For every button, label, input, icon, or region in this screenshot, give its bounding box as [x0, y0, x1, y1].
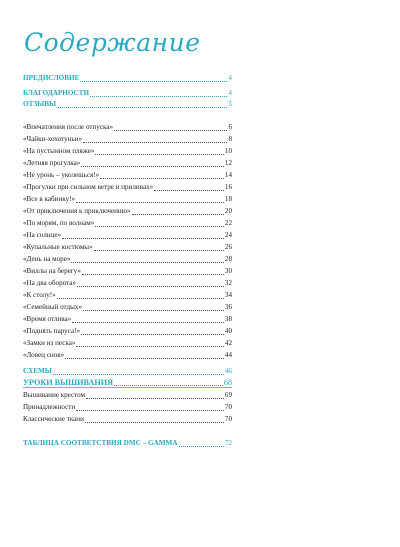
toc-entry-title: «Летняя прогулка»: [23, 159, 81, 167]
toc-entry-page: 20: [224, 207, 232, 215]
toc-entry-title: «На два оборота»: [23, 279, 76, 287]
toc-entry-page: 34: [224, 291, 232, 299]
toc-entry-page: 68: [223, 378, 232, 387]
toc-entry-page: 44: [224, 351, 232, 359]
toc-entry-title: УРОКИ ВЫШИВАНИЯ: [23, 378, 114, 387]
toc-entry-page: 6: [228, 123, 232, 131]
toc-entry-title: БЛАГОДАРНОСТИ: [23, 89, 90, 97]
toc-entry-title: «Не уронь – уколешься!»: [23, 171, 100, 179]
toc-entry-page: 28: [224, 255, 232, 263]
toc-entry-title: «К столу!»: [23, 291, 56, 299]
toc-entry-page: 4: [228, 74, 232, 82]
toc-entry-title: «Виллы на берегу»: [23, 267, 81, 275]
toc-entry-project[interactable]: [23, 346, 232, 360]
toc-entry-title: «Все в кабинку!»: [23, 195, 76, 203]
toc-entry-title: ОТЗЫВЫ: [23, 100, 57, 108]
dot-leader: [80, 81, 227, 82]
toc-entry-title: СХЕМЫ: [23, 367, 52, 375]
toc-entry-title: «На пустынном пляже»: [23, 147, 95, 155]
toc-entry-table[interactable]: [23, 434, 232, 448]
toc-entry-page: 10: [224, 147, 232, 155]
toc-entry-page: 70: [224, 403, 232, 411]
dot-leader: [65, 358, 224, 359]
toc-entry-title: «Впечатления после отпуска»: [23, 123, 114, 131]
toc-entry-page: 72: [224, 439, 232, 447]
toc-entry-page: 36: [224, 303, 232, 311]
dot-leader: [85, 422, 224, 423]
toc-entry-page: 14: [224, 171, 232, 179]
toc-entry-page: 12: [224, 159, 232, 167]
dot-leader: [57, 107, 227, 108]
toc-entry-title: «Семейный отдых»: [23, 303, 83, 311]
toc-entry-title: ПРЕДИСЛОВИЕ: [23, 74, 80, 82]
toc-entry-page: 32: [224, 279, 232, 287]
toc-entry-title: «На солнце»: [23, 231, 62, 239]
toc-entry-title: «По морям, по волнам»: [23, 219, 95, 227]
toc-entry-page: 26: [224, 243, 232, 251]
toc-entry-title: «Поднять паруса!»: [23, 327, 81, 335]
toc-entry-title: «День на море»: [23, 255, 71, 263]
toc-entry-page: 8: [228, 135, 232, 143]
toc-entry-page: 18: [224, 195, 232, 203]
toc-entry-page: 42: [224, 339, 232, 347]
toc-entry-title: Принадлежности: [23, 403, 76, 411]
toc-entry-title: «Чайки-хохотуньи»: [23, 135, 83, 143]
toc-entry-page: 16: [224, 183, 232, 191]
toc-entry-title: «Купальные костюмы»: [23, 243, 93, 251]
page-title: Содержание: [24, 28, 201, 57]
toc-entry-title: Вышивание крестом: [23, 391, 86, 399]
toc-entry-page: 24: [224, 231, 232, 239]
toc-entry-page: 30: [224, 267, 232, 275]
toc-entry-page: 40: [224, 327, 232, 335]
toc-entry-page: 69: [224, 391, 232, 399]
toc-entry-preface[interactable]: [23, 69, 232, 83]
toc-entry-title: «Замки из песка»: [23, 339, 76, 347]
toc-entry-title: «От приключения к приключению»: [23, 207, 131, 215]
toc-entry-page: 70: [224, 415, 232, 423]
toc-entry-title: Классические ткани: [23, 415, 84, 423]
dot-leader: [179, 446, 224, 447]
toc-entry-page: 5: [228, 100, 232, 108]
toc-entry-title: «Время отлива»: [23, 315, 72, 323]
toc-entry-title: «Ловец снов»: [23, 351, 65, 359]
toc-entry-title: ТАБЛИЦА СООТВЕТСТВИЯ DMC – GAMMA: [23, 439, 178, 447]
toc-entry-page: 38: [224, 315, 232, 323]
toc-entry-page: 46: [224, 367, 232, 375]
toc-entry-page: 22: [224, 219, 232, 227]
toc-entry-lesson[interactable]: [23, 410, 232, 424]
toc-entry-title: «Прогулки при сильном ветре и приливах»: [23, 183, 154, 191]
toc-entry-page: 4: [228, 89, 232, 97]
toc-entry-reviews[interactable]: [23, 95, 232, 109]
